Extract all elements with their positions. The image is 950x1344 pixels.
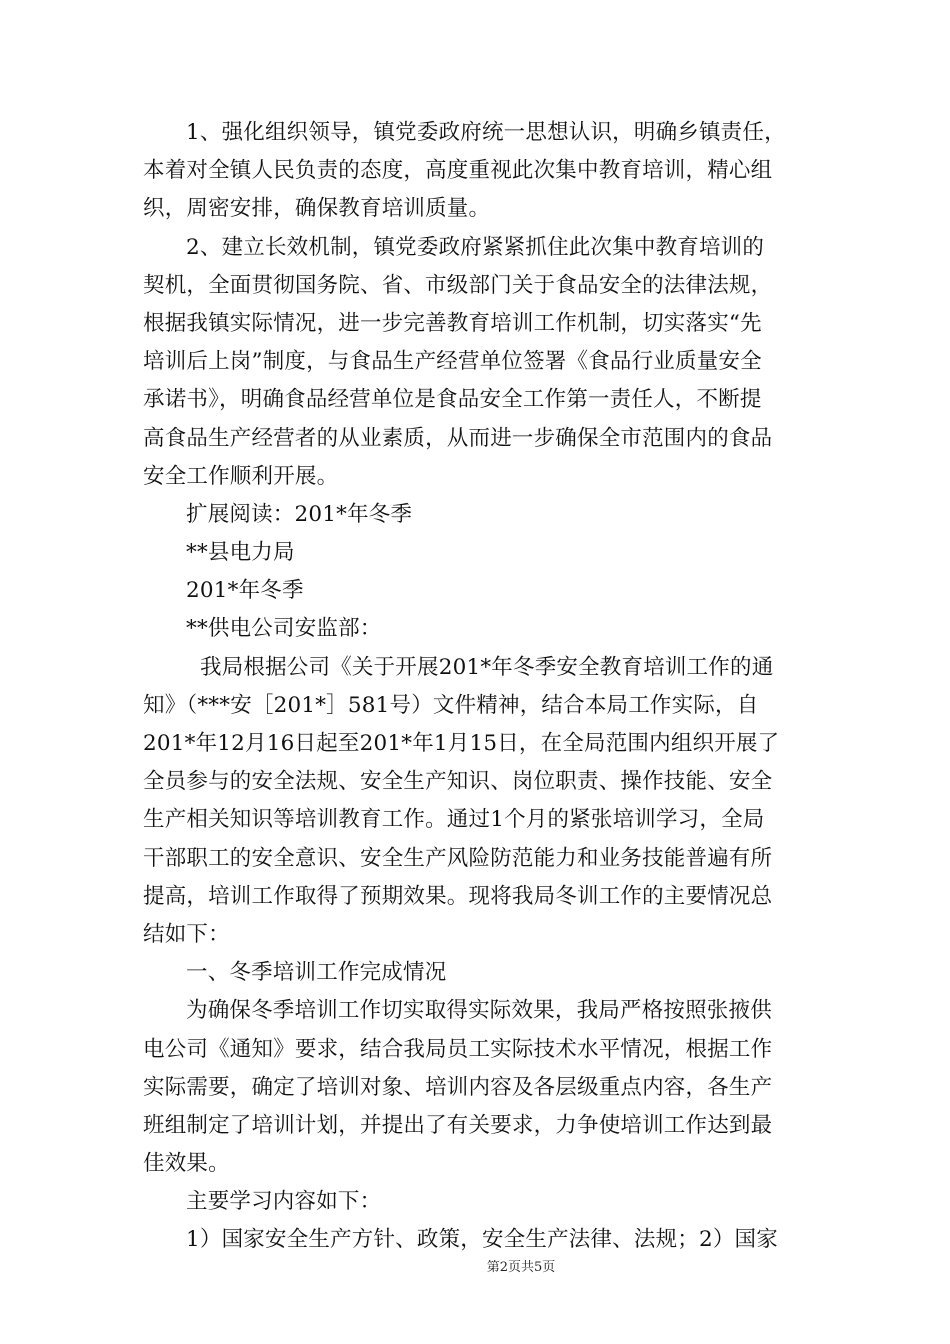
text-line: 实际需要，确定了培训对象、培训内容及各层级重点内容，各生产 [143, 1074, 773, 1100]
text-line: 根据我镇实际情况，进一步完善教育培训工作机制，切实落实“先 [143, 310, 762, 336]
text-line: 干部职工的安全意识、安全生产风险防范能力和业务技能普遍有所 [143, 845, 773, 871]
text-line: 生产相关知识等培训教育工作。通过1个月的紧张培训学习，全局 [143, 807, 765, 833]
text-line: 班组制定了培训计划，并提出了有关要求，力争使培训工作达到最 [143, 1112, 773, 1138]
text-line: 我局根据公司《关于开展201*年冬季安全教育培训工作的通 [200, 654, 774, 680]
text-line: 主要学习内容如下： [186, 1189, 382, 1215]
document-body [143, 114, 813, 1260]
text-line: **供电公司安监部： [186, 616, 382, 642]
text-line: 1、强化组织领导，镇党委政府统一思想认识，明确乡镇责任， [186, 120, 786, 145]
text-line: 电公司《通知》要求，结合我局员工实际技术水平情况，根据工作 [143, 1036, 773, 1062]
text-line: 结如下： [143, 921, 230, 947]
text-line: 契机，全面贯彻国务院、省、市级部门关于食品安全的法律法规， [143, 272, 773, 298]
text-line: 本着对全镇人民负责的态度，高度重视此次集中教育培训，精心组 [143, 158, 773, 184]
text-line: 织，周密安排，确保教育培训质量。 [143, 196, 491, 222]
text-line: 201*年冬季 [186, 578, 304, 604]
text-line: 知》（***安［201*］581号）文件精神，结合本局工作实际，自 [143, 692, 759, 718]
text-line: **县电力局 [186, 540, 295, 566]
text-line: 1）国家安全生产方针、政策，安全生产法律、法规；2）国家 [186, 1227, 778, 1253]
section-heading: 一、冬季培训工作完成情况 [186, 960, 447, 986]
text-line: 201*年12月16日起至201*年1月15日，在全局范围内组织开展了 [143, 731, 780, 756]
text-line: 为确保冬季培训工作切实取得实际效果，我局严格按照张掖供 [186, 998, 772, 1024]
text-line: 2、建立长效机制，镇党委政府紧紧抓住此次集中教育培训的 [186, 234, 765, 260]
text-line: 全员参与的安全法规、安全生产知识、岗位职责、操作技能、安全 [143, 769, 773, 795]
page-number: 第2页共5页 [486, 1260, 556, 1275]
text-line: 扩展阅读：201*年冬季 [186, 501, 413, 527]
text-line: 安全工作顺利开展。 [143, 463, 339, 489]
text-line: 提高，培训工作取得了预期效果。现将我局冬训工作的主要情况总 [143, 883, 773, 909]
text-line: 佳效果。 [143, 1151, 230, 1177]
text-line: 承诺书》，明确食品经营单位是食品安全工作第一责任人，不断提 [143, 387, 762, 413]
text-line: 高食品生产经营者的从业素质，从而进一步确保全市范围内的食品 [143, 425, 773, 451]
text-line: 培训后上岗”制度，与食品生产经营单位签署《食品行业质量安全 [143, 349, 762, 375]
